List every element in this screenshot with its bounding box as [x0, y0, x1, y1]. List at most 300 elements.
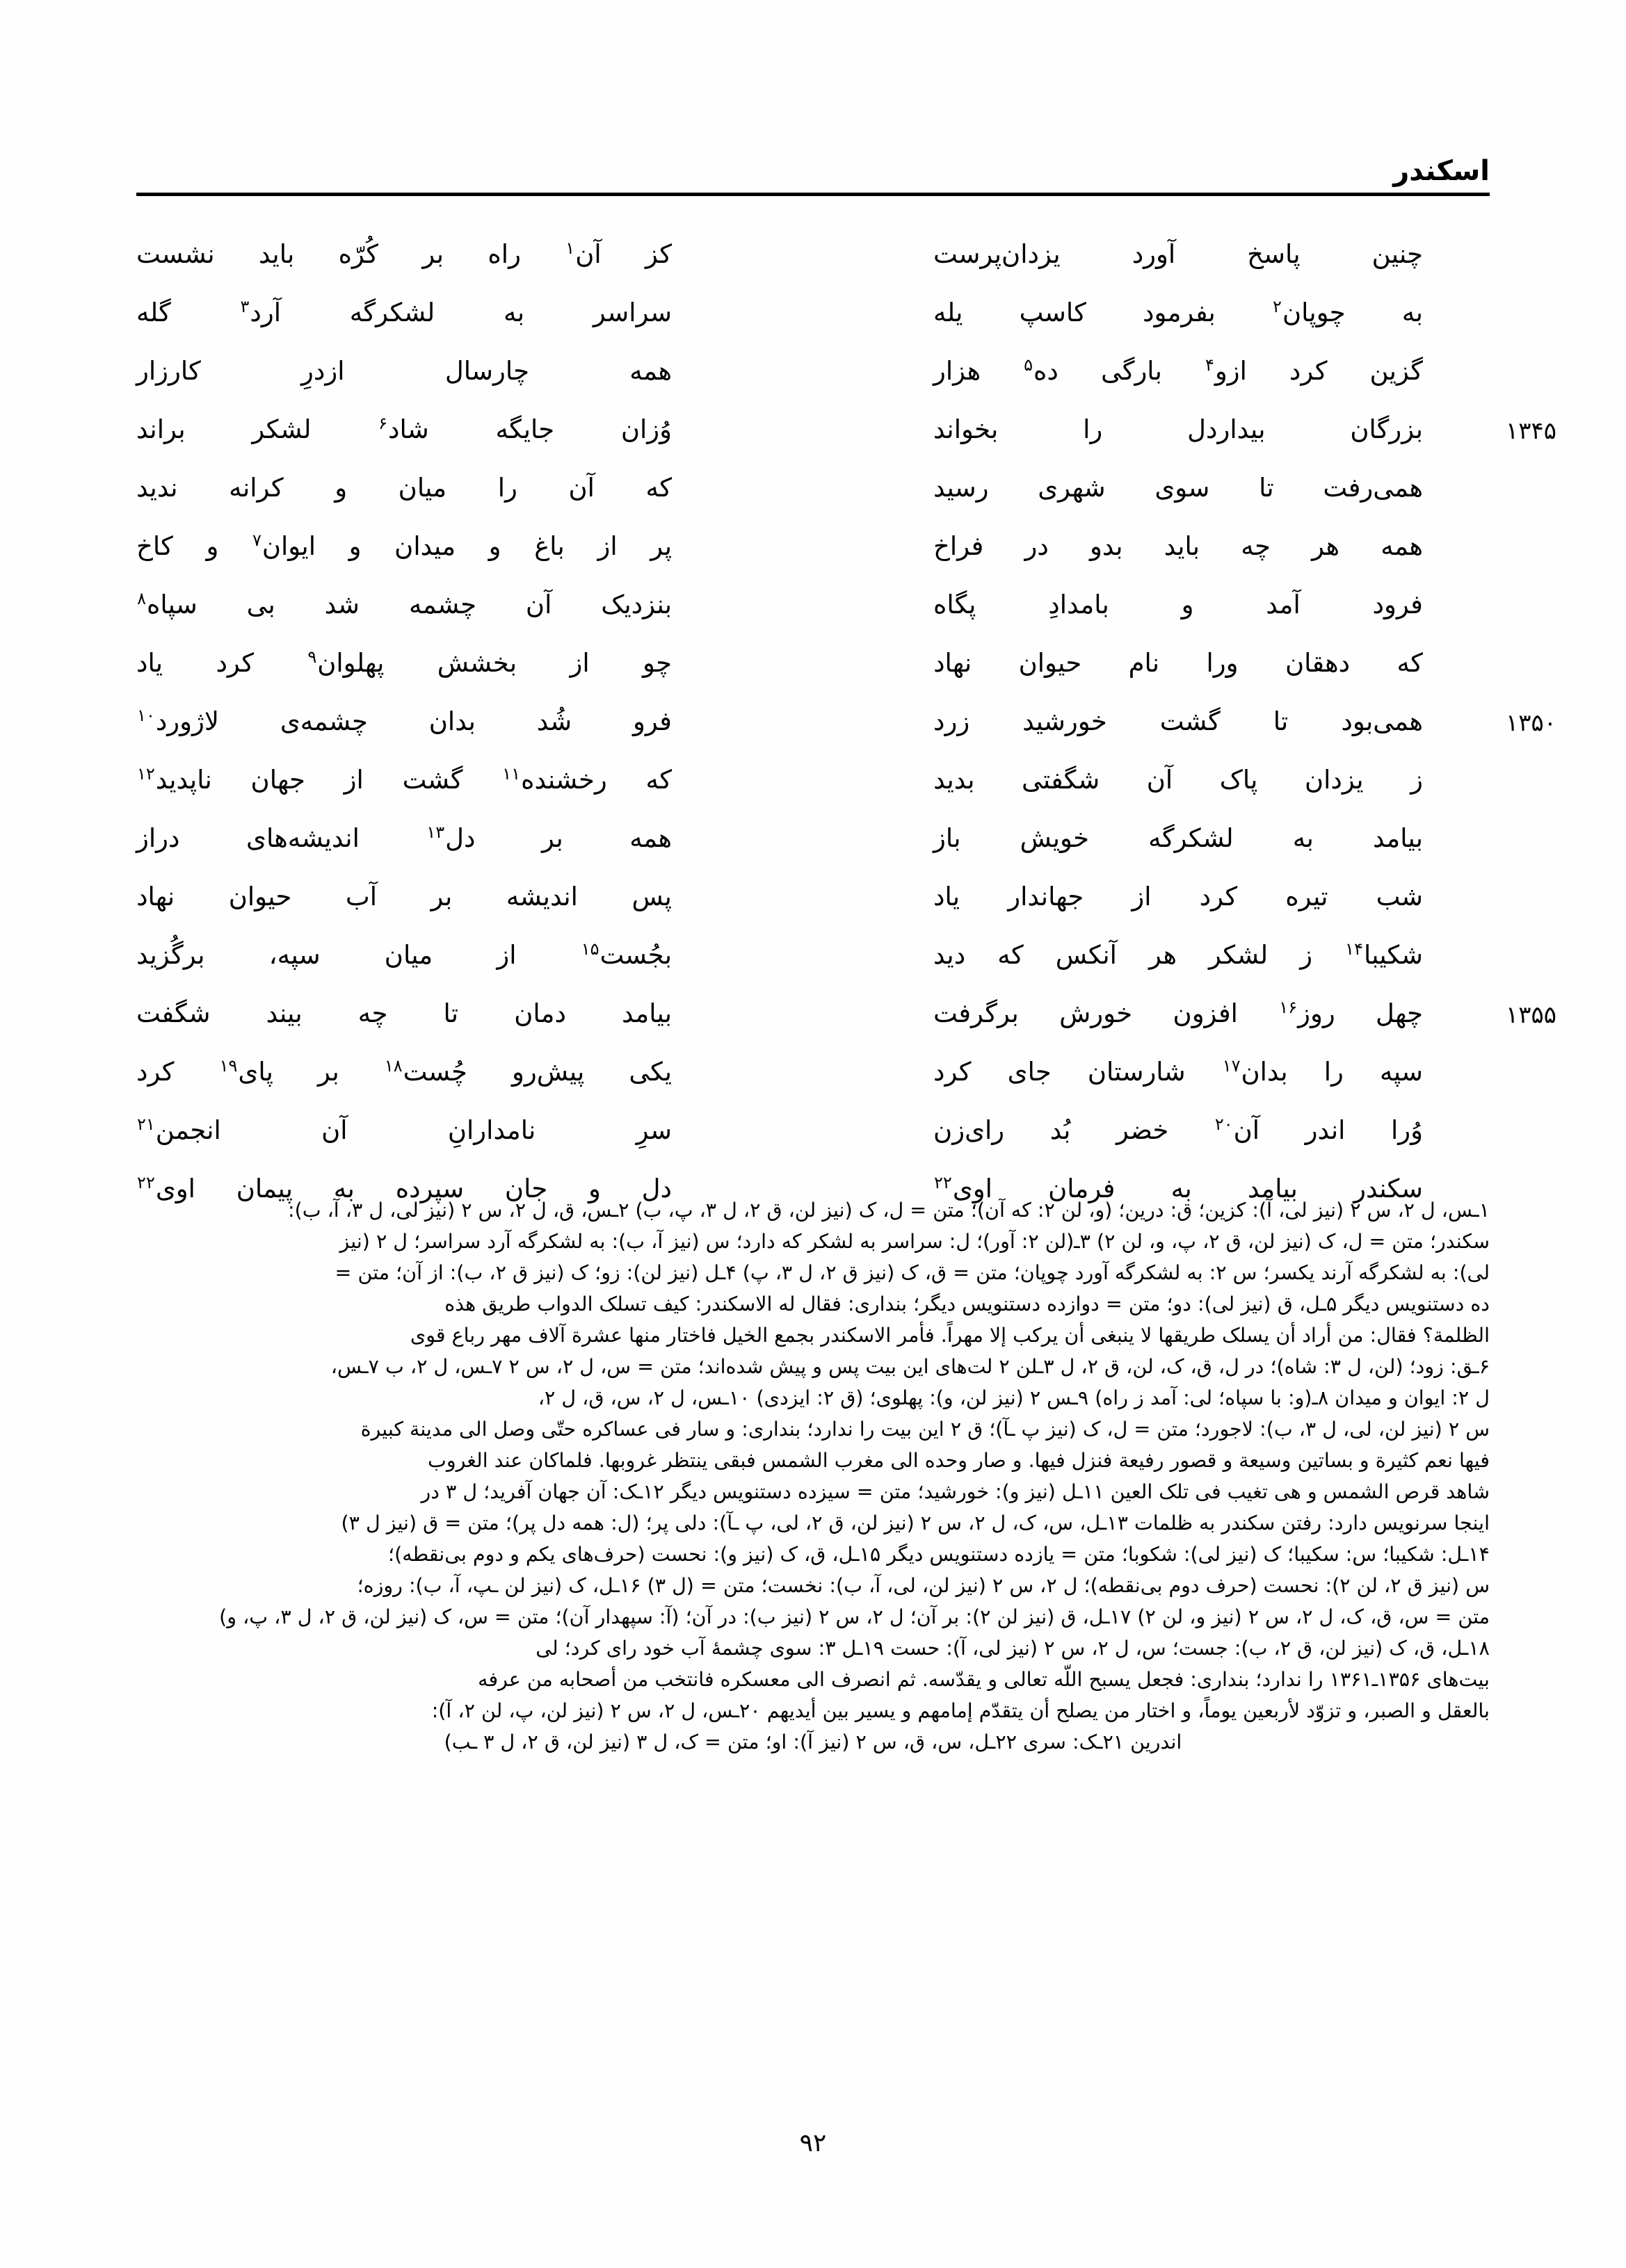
verse-word: شگفت	[136, 998, 211, 1028]
couplet-row	[136, 470, 1490, 515]
verse-word: جای	[1007, 1057, 1052, 1087]
verse-word: سرِ	[636, 1115, 672, 1145]
verse-word: را	[1323, 1057, 1344, 1087]
verse-word: بارگی	[1100, 356, 1162, 386]
verse-word: نام	[1128, 648, 1160, 678]
page-header	[136, 129, 1490, 196]
verse-word: بدید	[933, 765, 975, 795]
verse-word: خورش	[1059, 998, 1133, 1028]
hemistich-second	[136, 295, 672, 332]
verse-word: بیند	[266, 998, 303, 1028]
footnote-marker[interactable]: ۸	[137, 588, 146, 608]
apparatus-line: ۶ـق: زود؛ (لن، ل ۳: شاه)؛ در ل، ق، ک، لن، ق ۲، ل ۳ـلن ۲ لت‌های این بیت پس و پیش شده‌اند؛ متن = س، ل ۲، س ۲ ۷ـس، ل ۲، ب ۷ـس،	[330, 1355, 1490, 1379]
verse-word: دید	[933, 940, 966, 970]
verse-word: یزدان	[1304, 765, 1364, 795]
verse-word: شهری	[1038, 473, 1106, 503]
hemistich-words	[136, 1112, 672, 1149]
verse-word: سوی	[1154, 473, 1210, 503]
hemistich-words	[933, 295, 1423, 332]
couplet-row	[136, 1054, 1490, 1099]
hemistich-first	[933, 295, 1490, 332]
apparatus-line: سکندر؛ متن = ل، ک (نیز لن، ق ۲، پ، و، لن ۲) ۳ـ(لن ۲: آور)؛ ل: سراسر به لشکر که دارد؛ س (نیز آ، ب): به لشکرگه آرد سراسر؛ ل ۲ (نیز	[339, 1230, 1490, 1254]
verse-word: سکندر	[1353, 1174, 1423, 1204]
verse-word: تا	[443, 998, 459, 1028]
verse-word: فراخ	[933, 531, 984, 561]
apparatus-line: ۱ـس، ل ۲، س ۲ (نیز لی، آ): کزین؛ ق: درین؛ (و، لن ۲: که آن)؛ متن = ل، ک (نیز لن، ق ۲، ل ۳، پ، ب) ۲ـس، ق، ل ۲، س ۲ (نیز لی، ل ۳، آ، ب):	[288, 1199, 1490, 1222]
apparatus-line: ۱۴ـل: شکیبا؛ س: سکیبا؛ ک (نیز لی): شکوبا؛ متن = یازده دستنویس دیگر ۱۵ـل، ق، ک (نیز و): نحست (حرف‌های یکم و دوم بی‌نقطه)؛	[388, 1543, 1490, 1566]
couplet-row	[136, 762, 1490, 807]
verse-word: از	[570, 648, 590, 678]
verse-word: همه	[629, 823, 672, 853]
hemistich-second	[136, 879, 672, 916]
hemistich-words	[136, 704, 672, 740]
verse-word: کرد	[933, 1057, 972, 1087]
couplet-row	[136, 645, 1490, 690]
verse-word: افزون	[1173, 998, 1238, 1028]
verse-word: آن	[321, 1115, 348, 1145]
verse-word: جهاندار	[1008, 882, 1084, 912]
couplet-row	[136, 1112, 1490, 1157]
footnote-marker[interactable]: ۲۲	[934, 1172, 952, 1192]
footnote-marker[interactable]: ۲۰	[1214, 1114, 1233, 1134]
verse-word: حیوان	[1018, 648, 1082, 678]
apparatus-line: بالعقل و الصبر، و تزوّد لأربعین یوماً، و اختار من یصلح أن یتقدّم إمامهم و یسیر بین أیدیهم ۲۰ـس، ل ۲، س ۲ (نیز لن، پ، لن ۲، آ):	[431, 1699, 1490, 1723]
hemistich-words	[136, 645, 672, 682]
verse-word: نهاد	[136, 882, 175, 912]
verse-word: را	[497, 473, 517, 503]
verse-word: اندر	[1305, 1115, 1346, 1145]
verse-word: تیره	[1285, 882, 1328, 912]
apparatus-line: متن = س، ق، ک، ل ۲، س ۲ (نیز و، لن ۲) ۱۷ـل، ق (نیز لن ۲): بر آن؛ ل ۲، س ۲ (نیز ب): در آن؛ (آ: سپهدار آن)؛ متن = س، ک (نیز لن، ق ۲، ل ۳، پ، و)	[219, 1605, 1490, 1629]
verse-word: زرد	[933, 706, 970, 736]
verse-word: که	[1396, 648, 1423, 678]
verse-word: شارستان	[1087, 1057, 1186, 1087]
footnote-marker[interactable]: ۴	[1205, 355, 1214, 375]
hemistich-second	[136, 1054, 672, 1091]
verse-word: کرانه	[229, 473, 284, 503]
hemistich-second	[136, 1112, 672, 1149]
footnote-marker[interactable]: ۱۸	[384, 1055, 403, 1076]
verse-word: پهلوان$^۹$	[307, 647, 385, 678]
verse-word: کز	[645, 239, 672, 269]
apparatus-line: س ۲ (نیز لن، لی، ل ۳، ب): لاجورد؛ متن = ل، ک (نیز پ ـآ)؛ ق ۲ این بیت را ندارد؛ بنداری: و سار فی عساکره حتّی وصل الی مدینة کبیرة	[360, 1418, 1490, 1441]
hemistich-second	[136, 704, 672, 740]
hemistich-words	[933, 937, 1423, 974]
verse-word: جایگه	[495, 414, 555, 444]
verse-word: بر	[422, 239, 444, 269]
apparatus-line: س (نیز ق ۲، لن ۲): نحست (حرف دوم بی‌نقطه)؛ ل ۲، س ۲ (نیز لن، لی، آ، ب): نخست؛ متن = (ل ۳) ۱۶ـل، ک (نیز لن ـپ، آ، ب): روزه؛	[357, 1574, 1490, 1598]
verse-word: راه	[488, 239, 521, 269]
verse-word: وُزان	[620, 414, 672, 444]
couplet-row	[136, 587, 1490, 631]
verse-word: میان	[384, 940, 433, 970]
verse-word: جان	[504, 1174, 548, 1204]
verse-word: بدان$^{۱۷}$	[1222, 1055, 1288, 1087]
verse-word: بر	[318, 1057, 339, 1087]
verse-word: در	[1024, 531, 1049, 561]
hemistich-second	[136, 236, 672, 273]
verse-word: همه	[629, 356, 672, 386]
hemistich-first	[933, 996, 1556, 1032]
verse-word: چُست$^{۱۸}$	[384, 1055, 467, 1087]
verse-word: به	[1170, 1174, 1192, 1204]
verse-word: ندید	[136, 473, 178, 503]
verse-word: دراز	[136, 823, 180, 853]
apparatus-line: اینجا سرنویس دارد: رفتن سکندر به ظلمات ۱۳ـل، س، ک، ل ۲، س ۲ (نیز لن، ق ۲، لی، پ ـآ): دلی پر؛ (ل: همه دل پر)؛ متن = ق (نیز ل ۳)	[341, 1512, 1490, 1535]
couplet-row	[136, 879, 1490, 923]
verse-word: کارزار	[136, 356, 201, 386]
hemistich-words	[136, 996, 672, 1032]
hemistich-first	[933, 820, 1490, 857]
hemistich-words	[933, 820, 1423, 857]
hemistich-second	[136, 762, 672, 799]
verse-word: چه	[357, 998, 388, 1028]
verse-word: نهاد	[933, 648, 972, 678]
hemistich-words	[933, 1054, 1423, 1091]
verse-word: فرمان	[1048, 1174, 1116, 1204]
verse-word: از	[497, 940, 517, 970]
hemistich-words	[933, 879, 1423, 916]
verse-word: اوی$^{۲۲}$	[137, 1172, 195, 1204]
verse-word: بدان	[428, 706, 476, 736]
hemistich-first	[933, 645, 1490, 682]
verse-word: کرد	[1289, 356, 1328, 386]
couplet-row	[136, 295, 1490, 339]
verse-word: از	[344, 765, 364, 795]
footnote-marker[interactable]: ۱۵	[581, 939, 599, 959]
verse-number: ۱۳۵۰	[1505, 709, 1556, 737]
verse-word: گشت	[402, 765, 463, 795]
hemistich-words	[136, 1054, 672, 1091]
apparatus-line: ۱۸ـل، ق، ک (نیز لن، ق ۲، ب): جست؛ س، ل ۲، س ۲ (نیز لی، آ): حست ۱۹ـل ۳: سوی چشمهٔ آب خود رای کرد؛ لی	[536, 1637, 1490, 1660]
verse-word: جهان	[250, 765, 305, 795]
verse-word: باید	[259, 239, 295, 269]
apparatus-line: شاهد قرص الشمس و هی تغیب فی تلک العین ۱۱ـل (نیز و): خورشید؛ متن = سیزده دستنویس دیگر ۱۲ـک: آن جهان آفرید؛ ل ۳ در	[421, 1480, 1490, 1504]
footnote-marker[interactable]: ۷	[252, 530, 261, 550]
apparatus-line: ده دستنویس دیگر ۵ـل، ق (نیز لی): دو؛ متن = دوازده دستنویس دیگر؛ بنداری: فقال له الاسکندر: کیف تسلک الدواب طریق هذه	[444, 1293, 1490, 1316]
verse-word: بر	[542, 823, 563, 853]
verse-word: برگرفت	[933, 998, 1019, 1028]
verse-word: شاد$^۶$	[378, 413, 429, 444]
hemistich-words	[933, 762, 1423, 799]
verse-word: چو	[643, 648, 672, 678]
verse-word: ز	[1410, 765, 1423, 795]
verse-word: سپه،	[268, 940, 321, 970]
footnote-marker[interactable]: ۱۷	[1222, 1055, 1241, 1076]
verse-word: کُرّه	[338, 239, 379, 269]
couplet-row	[136, 704, 1556, 748]
hemistich-second	[136, 528, 672, 565]
verse-word: دل	[641, 1174, 672, 1204]
couplet-row	[136, 412, 1556, 456]
hemistich-words	[933, 412, 1423, 448]
hemistich-words	[933, 645, 1423, 682]
verse-word: بجُست$^{۱۵}$	[581, 939, 672, 970]
hemistich-words	[933, 996, 1423, 1032]
hemistich-first	[933, 236, 1490, 273]
verse-word: ایوان$^۷$	[252, 530, 316, 561]
verse-word: بر	[430, 882, 453, 912]
hemistich-first	[933, 470, 1490, 507]
verse-word: برگُزید	[136, 940, 205, 970]
verse-word: پیمان	[236, 1174, 293, 1204]
verse-word: اندیشه	[506, 882, 578, 912]
hemistich-words	[933, 528, 1423, 565]
verse-word: بخواند	[933, 414, 999, 444]
footnote-marker[interactable]: ۹	[307, 647, 317, 667]
hemistich-second	[136, 587, 672, 624]
footnote-marker[interactable]: ۱۰	[137, 705, 155, 725]
verse-word: گله	[136, 298, 171, 327]
verse-word: آمد	[1266, 590, 1301, 619]
verse-word: هر	[1312, 531, 1340, 561]
verse-word: یله	[933, 298, 963, 327]
verse-word: آن	[568, 473, 595, 503]
verse-word: سپه	[1379, 1057, 1423, 1087]
verse-word: شد	[324, 590, 360, 619]
verse-word: و	[206, 531, 219, 561]
verse-word: بیامد	[622, 998, 672, 1028]
verse-word: ناپدید$^{۱۲}$	[137, 763, 212, 795]
hemistich-words	[933, 236, 1423, 273]
verse-word: و	[335, 473, 348, 503]
verse-word: لاژورد$^{۱۰}$	[137, 705, 220, 736]
hemistich-words	[136, 236, 672, 273]
footnote-marker[interactable]: ۱۳	[426, 822, 445, 842]
verse-word: خضر	[1116, 1115, 1169, 1145]
verse-word: سپاه$^۸$	[137, 588, 198, 619]
hemistich-words	[136, 587, 672, 624]
couplet-row	[136, 528, 1490, 573]
hemistich-words	[136, 295, 672, 332]
footnote-marker[interactable]: ۱	[565, 238, 575, 258]
verse-word: پاسخ	[1247, 239, 1301, 269]
verse-number: ۱۳۵۵	[1505, 1001, 1556, 1029]
footnote-marker[interactable]: ۱۹	[219, 1055, 238, 1076]
verse-word: بخشش	[437, 648, 517, 678]
verse-word: هزار	[933, 356, 981, 386]
verse-word: تا	[1273, 706, 1289, 736]
hemistich-words	[136, 353, 672, 390]
verse-word: کرد	[1199, 882, 1238, 912]
hemistich-first	[933, 353, 1490, 390]
hemistich-first	[933, 879, 1490, 916]
verse-word: بیامد	[1373, 823, 1423, 853]
hemistich-words	[136, 470, 672, 507]
verse-word: بُد	[1049, 1115, 1071, 1145]
hemistich-words	[933, 704, 1423, 740]
verse-word: چنین	[1371, 239, 1423, 269]
verse-word: گشت	[1159, 706, 1221, 736]
footnote-marker[interactable]: ۱۴	[1345, 939, 1363, 959]
verse-word: بامدادِ	[1048, 590, 1109, 619]
verse-word: میان	[398, 473, 447, 503]
verse-word: شب	[1376, 882, 1423, 912]
verse-word: چوپان$^۲$	[1273, 296, 1346, 327]
hemistich-first	[933, 937, 1490, 974]
verse-word: دمان	[514, 998, 566, 1028]
verse-word: انجمن$^{۲۱}$	[137, 1114, 221, 1145]
verse-word: به	[333, 1174, 355, 1204]
verse-word: باید	[1164, 531, 1200, 561]
verse-word: آنکس	[1055, 940, 1117, 970]
verse-word: آن$^۱$	[565, 238, 602, 269]
verse-word: ازدرِ	[301, 356, 345, 386]
apparatus-line: فیها نعم کثیرة و بساتین وسیعة و قصور رفیعة فنزل فیها. و صار وحده الی مغرب الشمس فبقی ینتظر غروبها. فلماکان عند الغروب	[427, 1449, 1490, 1473]
verse-word: شُد	[536, 706, 572, 736]
verse-word: پیش‌رو	[511, 1057, 585, 1087]
verse-word: که	[997, 940, 1024, 970]
verse-word: بیداردل	[1187, 414, 1266, 444]
footnote-marker[interactable]: ۱۲	[137, 763, 155, 784]
hemistich-second	[136, 820, 672, 857]
verse-word: رای‌زن	[933, 1115, 1005, 1145]
hemistich-words	[136, 820, 672, 857]
verse-word: سراسر	[593, 298, 672, 327]
verse-number: ۱۳۴۵	[1505, 417, 1556, 445]
verse-word: رسید	[933, 473, 989, 503]
verse-word: را	[1083, 414, 1103, 444]
verse-word: همی‌بود	[1341, 706, 1423, 736]
verse-word: هر	[1149, 940, 1177, 970]
verse-word: و	[588, 1174, 601, 1204]
verse-body	[136, 236, 1556, 1229]
verse-word: خویش	[1020, 823, 1090, 853]
verse-word: بیامد	[1247, 1174, 1298, 1204]
verse-word: به	[1292, 823, 1314, 853]
running-head-title: اسکندر	[1393, 155, 1490, 187]
footnote-marker[interactable]: ۱۱	[502, 763, 521, 784]
verse-word: بدو	[1090, 531, 1123, 561]
verse-word: فرو	[633, 706, 672, 736]
verse-word: لشکرگه	[1148, 823, 1234, 853]
verse-word: آن$^{۲۰}$	[1214, 1114, 1260, 1145]
verse-word: آب	[345, 882, 377, 912]
footnote-marker[interactable]: ۵	[1024, 355, 1033, 375]
verse-word: شکیبا$^{۱۴}$	[1345, 939, 1423, 970]
verse-word: پای$^{۱۹}$	[219, 1055, 273, 1087]
hemistich-first	[933, 762, 1490, 799]
verse-word: بی	[246, 590, 275, 619]
verse-word: حیوان	[228, 882, 292, 912]
hemistich-first	[933, 1054, 1490, 1091]
verse-word: براند	[136, 414, 186, 444]
footnote-marker[interactable]: ۲	[1273, 296, 1282, 316]
hemistich-second	[136, 645, 672, 682]
couplet-row	[136, 820, 1490, 865]
verse-word: اندیشه‌های	[246, 823, 360, 853]
hemistich-first	[933, 704, 1556, 740]
apparatus-line: الظلمة؟ فقال: من أراد أن یسلک طریقها لا ینبغی أن یرکب إلا مهراً. فأمر الاسکندر بجمع الخیل فاختار منها عشرة آلاف مهر رباع قوی	[410, 1324, 1490, 1347]
verse-word: یاد	[933, 882, 960, 912]
verse-word: پاک	[1219, 765, 1258, 795]
verse-word: پر	[650, 531, 672, 561]
verse-word: چارسال	[444, 356, 529, 386]
verse-word: کرد	[136, 1057, 175, 1087]
verse-word: فرود	[1372, 590, 1423, 619]
verse-word: لشکرگه	[349, 298, 435, 327]
header-divider-rule	[136, 193, 1490, 196]
hemistich-second	[136, 353, 672, 390]
verse-word: از	[597, 531, 618, 561]
verse-word: آن	[1146, 765, 1173, 795]
verse-word: تا	[1259, 473, 1274, 503]
verse-word: ده$^۵$	[1024, 355, 1058, 386]
couplet-row	[136, 937, 1490, 982]
verse-word: رخشنده$^{۱۱}$	[502, 763, 607, 795]
couplet-row	[136, 353, 1490, 398]
verse-word: خورشید	[1022, 706, 1107, 736]
verse-word: همه	[1381, 531, 1423, 561]
verse-word: دل$^{۱۳}$	[426, 822, 476, 853]
verse-word: بفرمود	[1143, 298, 1216, 327]
folio-number: ۹۲	[799, 2129, 827, 2157]
verse-word: سپرده	[395, 1174, 465, 1204]
verse-word: یاد	[136, 648, 163, 678]
verse-word: آن	[525, 590, 552, 619]
hemistich-words	[136, 762, 672, 799]
verse-word: یزدان‌پرست	[933, 239, 1061, 269]
apparatus-line: بیت‌های ۱۳۵۶ـ۱۳۶۱ را ندارد؛ بنداری: فجعل یسبح اللّه تعالی و یقدّسه. ثم انصرف الی معسکره فانتخب من أصحابه من عرفه	[478, 1668, 1490, 1692]
hemistich-words	[136, 937, 672, 974]
hemistich-words	[933, 353, 1423, 390]
verse-word: آورد	[1132, 239, 1176, 269]
verse-word: وُرا	[1390, 1115, 1423, 1145]
verse-word: یکی	[629, 1057, 672, 1087]
verse-word: دهقان	[1285, 648, 1351, 678]
couplet-row	[136, 996, 1556, 1040]
verse-word: کاسپ	[1019, 298, 1086, 327]
hemistich-first	[933, 412, 1556, 448]
verse-word: گزین	[1369, 356, 1423, 386]
couplet-row	[136, 236, 1490, 281]
verse-word: ز	[1300, 940, 1313, 970]
footnote-marker[interactable]: ۲۱	[137, 1114, 155, 1134]
verse-word: که	[645, 473, 672, 503]
hemistich-words	[136, 528, 672, 565]
hemistich-second	[136, 996, 672, 1032]
footnote-marker[interactable]: ۲۲	[137, 1172, 155, 1192]
verse-word: لشکر	[252, 414, 312, 444]
footnote-marker[interactable]: ۱۶	[1279, 997, 1298, 1017]
verse-word: روز$^{۱۶}$	[1279, 997, 1335, 1028]
apparatus-line: ل ۲: ایوان و میدان ۸ـ(و: با سپاه؛ لی: آمد ز راه) ۹ـس ۲ (نیز لن، و): پهلوی؛ (ق ۲: ایزدی) ۱۰ـس، ل ۲، س، ق، ل ۲،	[538, 1386, 1490, 1410]
verse-word: پگاه	[933, 590, 976, 619]
verse-word: باغ	[534, 531, 565, 561]
verse-word: ورا	[1206, 648, 1239, 678]
verse-word: بزرگان	[1350, 414, 1423, 444]
verse-word: به	[504, 298, 525, 327]
verse-word: میدان	[394, 531, 456, 561]
verse-word: چشمه‌ی	[280, 706, 368, 736]
hemistich-second	[136, 470, 672, 507]
hemistich-words	[933, 470, 1423, 507]
footnote-marker[interactable]: ۶	[378, 413, 388, 433]
verse-word: چه	[1241, 531, 1271, 561]
verse-word: و	[1181, 590, 1194, 619]
hemistich-second	[136, 937, 672, 974]
verse-word: کرد	[216, 648, 254, 678]
verse-word: اوی$^{۲۲}$	[934, 1172, 992, 1204]
hemistich-words	[933, 1112, 1423, 1149]
verse-word: و	[488, 531, 501, 561]
verse-word: بنزدیک	[601, 590, 672, 619]
footnote-marker[interactable]: ۳	[240, 296, 250, 316]
hemistich-first	[933, 528, 1490, 565]
verse-word: چشمه	[408, 590, 477, 619]
verse-word: به	[1401, 298, 1423, 327]
verse-word: شگفتی	[1022, 765, 1100, 795]
